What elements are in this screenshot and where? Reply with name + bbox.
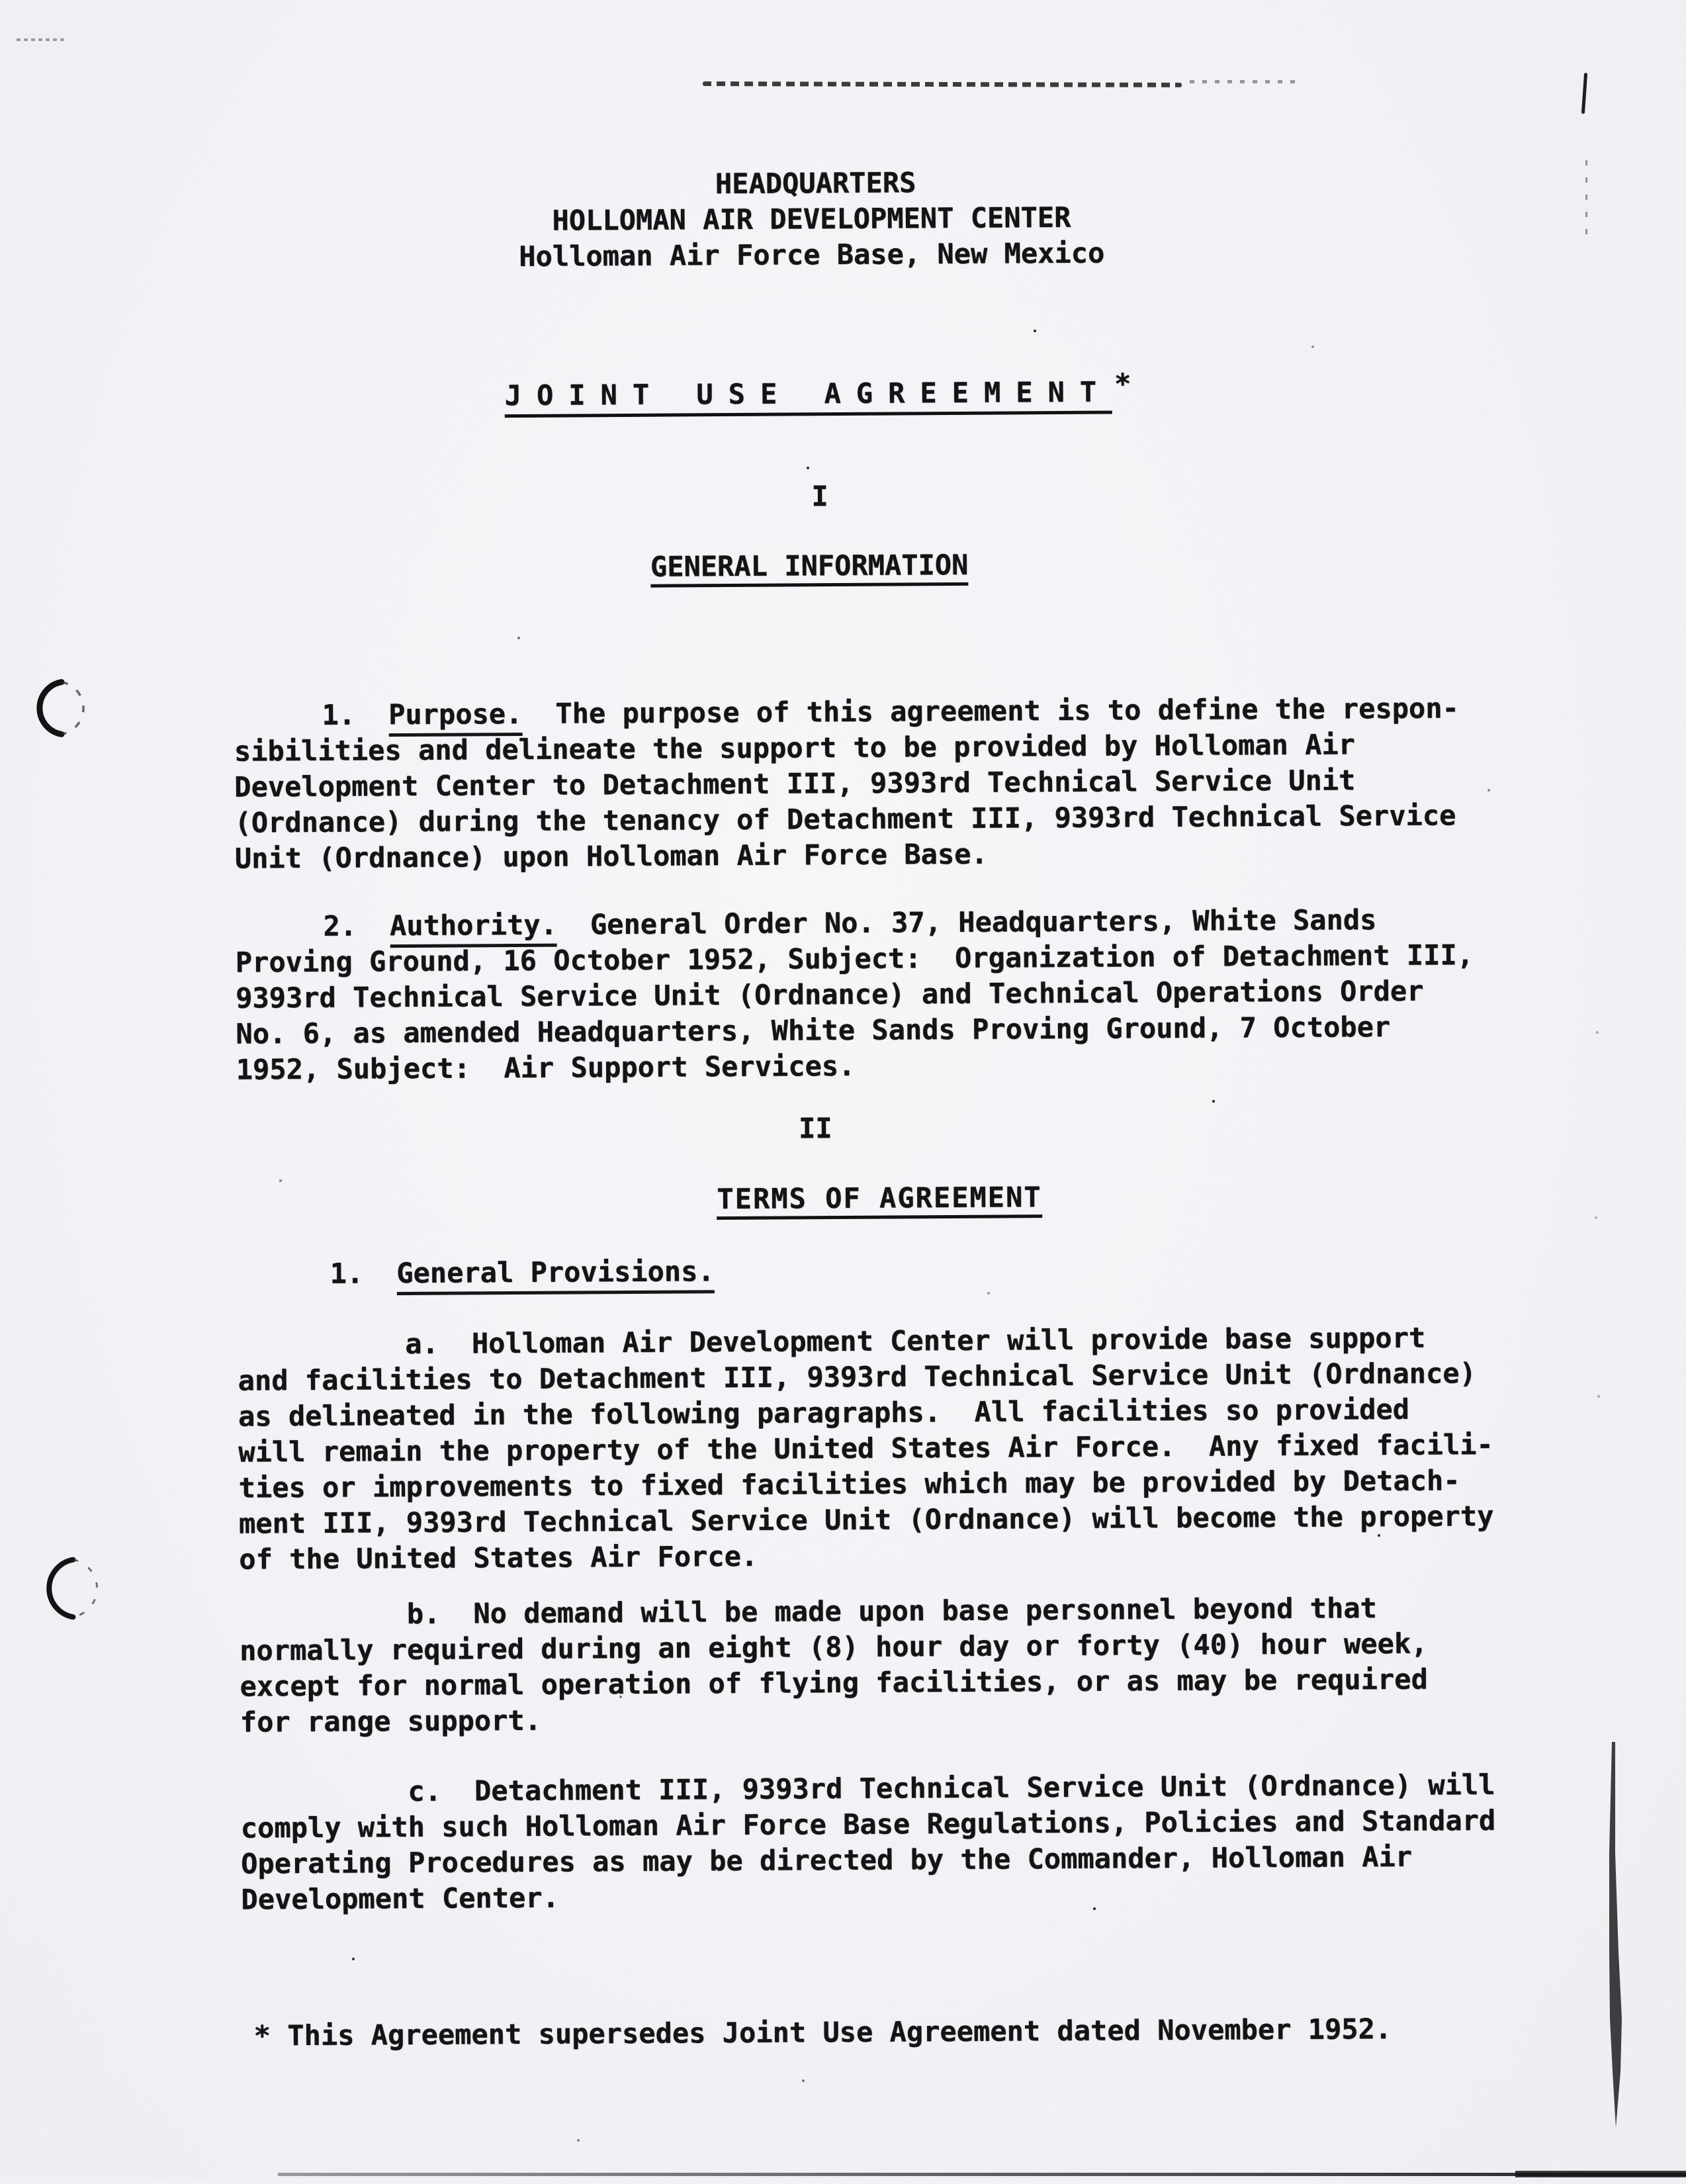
paragraph-purpose-line: Unit (Ordnance) upon Holloman Air Force Base. — [234, 837, 988, 875]
section-one-numeral-row — [0, 473, 1683, 520]
document-title-row — [0, 367, 1682, 421]
section-two-heading: TERMS OF AGREEMENT — [717, 1181, 1042, 1220]
item-b-letter: b. — [406, 1597, 441, 1631]
general-provisions-heading — [330, 1253, 748, 1296]
section-two-numeral: II — [798, 1112, 832, 1145]
item-a-line: ment III, 9393rd Technical Service Unit (Ordnance) will become the property — [238, 1500, 1494, 1540]
letterhead — [0, 160, 1681, 278]
item-c-letter: c. — [408, 1774, 442, 1808]
purpose-number: 1. — [322, 698, 356, 731]
item-a-letter: a. — [405, 1327, 439, 1361]
item-b-line: for range support. — [240, 1704, 542, 1739]
authority-number: 2. — [323, 909, 357, 942]
authority-label: Authority. — [390, 907, 557, 948]
paragraph-item-c — [240, 1767, 1496, 1918]
paragraph-item-b — [240, 1590, 1429, 1741]
item-c-line: Operating Procedures as may be directed by the Commander, Holloman Air — [240, 1840, 1413, 1880]
paragraph-authority-line: No. 6, as amended Headquarters, White Sands Proving Ground, 7 October — [236, 1010, 1391, 1050]
item-c-line: comply with such Holloman Air Force Base Regulations, Policies and Standard — [240, 1803, 1496, 1844]
footnote — [254, 2011, 1392, 2054]
general-provisions-label: General Provisions. — [396, 1253, 715, 1295]
paragraph-authority-line: Proving Ground, 16 October 1952, Subject: Organization of Detachment III, — [235, 938, 1474, 979]
paragraph-authority — [235, 901, 1474, 1087]
title-asterisk: * — [1114, 367, 1131, 400]
item-b-first-text: No demand will be made upon base personnel beyond that — [473, 1592, 1377, 1630]
letterhead-org: HEADQUARTERS — [715, 166, 916, 201]
authority-first-text: General Order No. 37, Headquarters, White Sands — [590, 903, 1377, 941]
item-a-first-text: Holloman Air Development Center will provide base support — [471, 1321, 1426, 1360]
item-a-line: of the United States Air Force. — [239, 1539, 758, 1576]
general-provisions-row — [330, 1255, 748, 1290]
section-one-heading: GENERAL INFORMATION — [650, 549, 969, 588]
letterhead-base: Holloman Air Force Base, New Mexico — [519, 236, 1105, 273]
item-c-first-text: Detachment III, 9393rd Technical Service Unit (Ordnance) will — [474, 1768, 1495, 1807]
section-two-heading-row — [36, 1177, 1686, 1224]
paragraph-item-a — [238, 1320, 1494, 1578]
item-a-line: and facilities to Detachment III, 9393rd Technical Service Unit (Ordnance) — [238, 1357, 1476, 1397]
general-provisions-number: 1. — [330, 1257, 364, 1290]
purpose-label: Purpose. — [388, 696, 523, 737]
paragraph-purpose-line: Development Center to Detachment III, 9393rd Technical Service Unit — [234, 764, 1356, 803]
paragraph-authority-line: 9393rd Technical Service Unit (Ordnance) and Technical Operations Order — [235, 974, 1424, 1015]
purpose-first-text: The purpose of this agreement is to define the respon- — [555, 692, 1459, 730]
document-title: JOINT USE AGREEMENT — [505, 375, 1112, 418]
item-b-line: except for normal operation of flying facilities, or as may be required — [240, 1662, 1428, 1703]
ink-specks — [0, 0, 3, 3]
item-a-line: as delineated in the following paragraphs. All facilities so provided — [238, 1392, 1410, 1433]
paragraph-authority-line: 1952, Subject: Air Support Services. — [236, 1049, 856, 1086]
paragraph-purpose — [234, 690, 1460, 876]
section-one-numeral: I — [811, 480, 828, 513]
section-one-heading-row — [0, 544, 1683, 592]
item-b-line: normally required during an eight (8) hour day or forty (40) hour week, — [240, 1627, 1428, 1667]
paragraph-purpose-line: (Ordnance) during the tenancy of Detachment III, 9393rd Technical Service — [234, 799, 1456, 839]
footnote-text: * This Agreement supersedes Joint Use Agreement dated November 1952. — [253, 2012, 1392, 2052]
letterhead-center: HOLLOMAN AIR DEVELOPMENT CENTER — [552, 201, 1071, 237]
item-a-line: will remain the property of the United States Air Force. Any fixed facili- — [238, 1428, 1493, 1469]
section-two-numeral-row — [0, 1105, 1659, 1152]
document-title-wrap — [504, 367, 1131, 412]
item-c-line: Development Center. — [241, 1881, 560, 1916]
item-a-line: ties or improvements to fixed facilities which may be provided by Detach- — [238, 1464, 1460, 1504]
paragraph-purpose-line: sibilities and delineate the support to be provided by Holloman Air — [234, 728, 1356, 768]
